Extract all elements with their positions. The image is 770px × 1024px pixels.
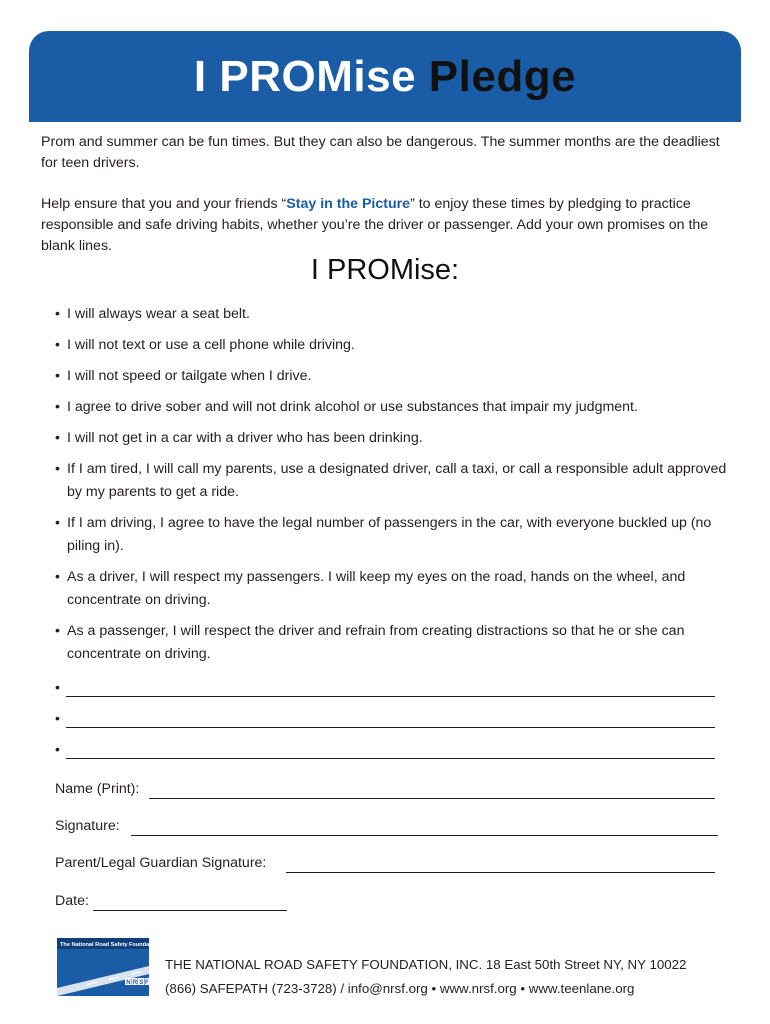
blank-line <box>66 758 715 759</box>
promise-item: • I will always wear a seat belt. <box>55 303 727 326</box>
name-print-label: Name (Print): <box>55 781 140 797</box>
promise-item: • If I am tired, I will call my parents, use a designated driver, call a taxi, or call a responsible adult approved by my parents to get a ride. <box>55 458 727 504</box>
name-print-line[interactable] <box>149 798 715 799</box>
promise-item: • I will not speed or tailgate when I drive. <box>55 365 727 388</box>
promise-item: • I agree to drive sober and will not drink alcohol or use substances that impair my judgment. <box>55 396 727 419</box>
date-label: Date: <box>55 893 89 909</box>
promise-item: • As a driver, I will respect my passengers. I will keep my eyes on the road, hands on the wheel, and concentrate on driving. <box>55 566 727 612</box>
promise-item: • If I am driving, I agree to have the legal number of passengers in the car, with everyone buckled up (no piling in). <box>55 512 727 558</box>
date-line[interactable] <box>93 910 287 911</box>
custom-promise-line-3[interactable] <box>55 741 715 761</box>
page-title <box>194 52 576 102</box>
promise-item: • As a passenger, I will respect the driver and refrain from creating distractions so that he or she can concentrate on driving. <box>55 620 727 666</box>
blank-line <box>66 696 715 697</box>
pledge-header <box>29 31 741 122</box>
blank-line <box>66 727 715 728</box>
guardian-signature-field[interactable] <box>55 855 715 875</box>
footer-contact: (866) SAFEPATH (723-3728) / info@nrsf.org • www.nrsf.org • www.teenlane.org <box>165 981 635 996</box>
blank-bullet: • <box>55 679 60 695</box>
intro-paragraph-1 <box>41 132 721 174</box>
title-part-1: I PROMise <box>193 51 417 101</box>
intro-text-2 <box>41 194 721 257</box>
signature-field[interactable] <box>55 818 718 838</box>
logo-letter: N <box>126 979 131 986</box>
blank-bullet: • <box>55 710 60 726</box>
custom-promise-line-1[interactable] <box>55 679 715 699</box>
footer-address: THE NATIONAL ROAD SAFETY FOUNDATION, INC. 18 East 50th Street NY, NY 10022 <box>165 957 687 972</box>
stay-in-the-picture-highlight: Stay in the Picture <box>286 196 411 212</box>
name-print-field[interactable] <box>55 781 715 801</box>
intro-text-1: Prom and summer can be fun times. But they can also be dangerous. The summer months are the deadliest for teen drivers. <box>41 134 720 171</box>
custom-promise-line-2[interactable] <box>55 710 715 730</box>
logo-letter: S <box>139 979 144 986</box>
signature-line[interactable] <box>131 835 718 836</box>
logo-top-text: The National Road Safety Foundation <box>60 942 160 948</box>
guardian-signature-line[interactable] <box>286 872 715 873</box>
logo-letter: R <box>132 979 138 986</box>
blank-bullet: • <box>55 741 60 757</box>
intro-text-2-after: ” to enjoy these times by pledging to practice responsible and safe driving habits, whether you’re the driver or passenger. Add your own promises on the blank lines. <box>41 196 709 254</box>
promise-item: • I will not get in a car with a driver who has been drinking. <box>55 427 727 450</box>
intro-text-2-before: Help ensure that you and your friends “ <box>41 196 287 212</box>
nrsf-logo <box>57 938 160 996</box>
promise-subheading: I PROMise: <box>310 254 460 286</box>
signature-label: Signature: <box>55 818 120 834</box>
intro-paragraph-2 <box>41 194 721 257</box>
guardian-signature-label: Parent/Legal Guardian Signature: <box>55 855 267 871</box>
date-field[interactable] <box>55 893 287 913</box>
promise-item: • I will not text or use a cell phone while driving. <box>55 334 727 357</box>
title-part-2: Pledge <box>428 51 577 101</box>
logo-letter: F <box>145 979 149 986</box>
